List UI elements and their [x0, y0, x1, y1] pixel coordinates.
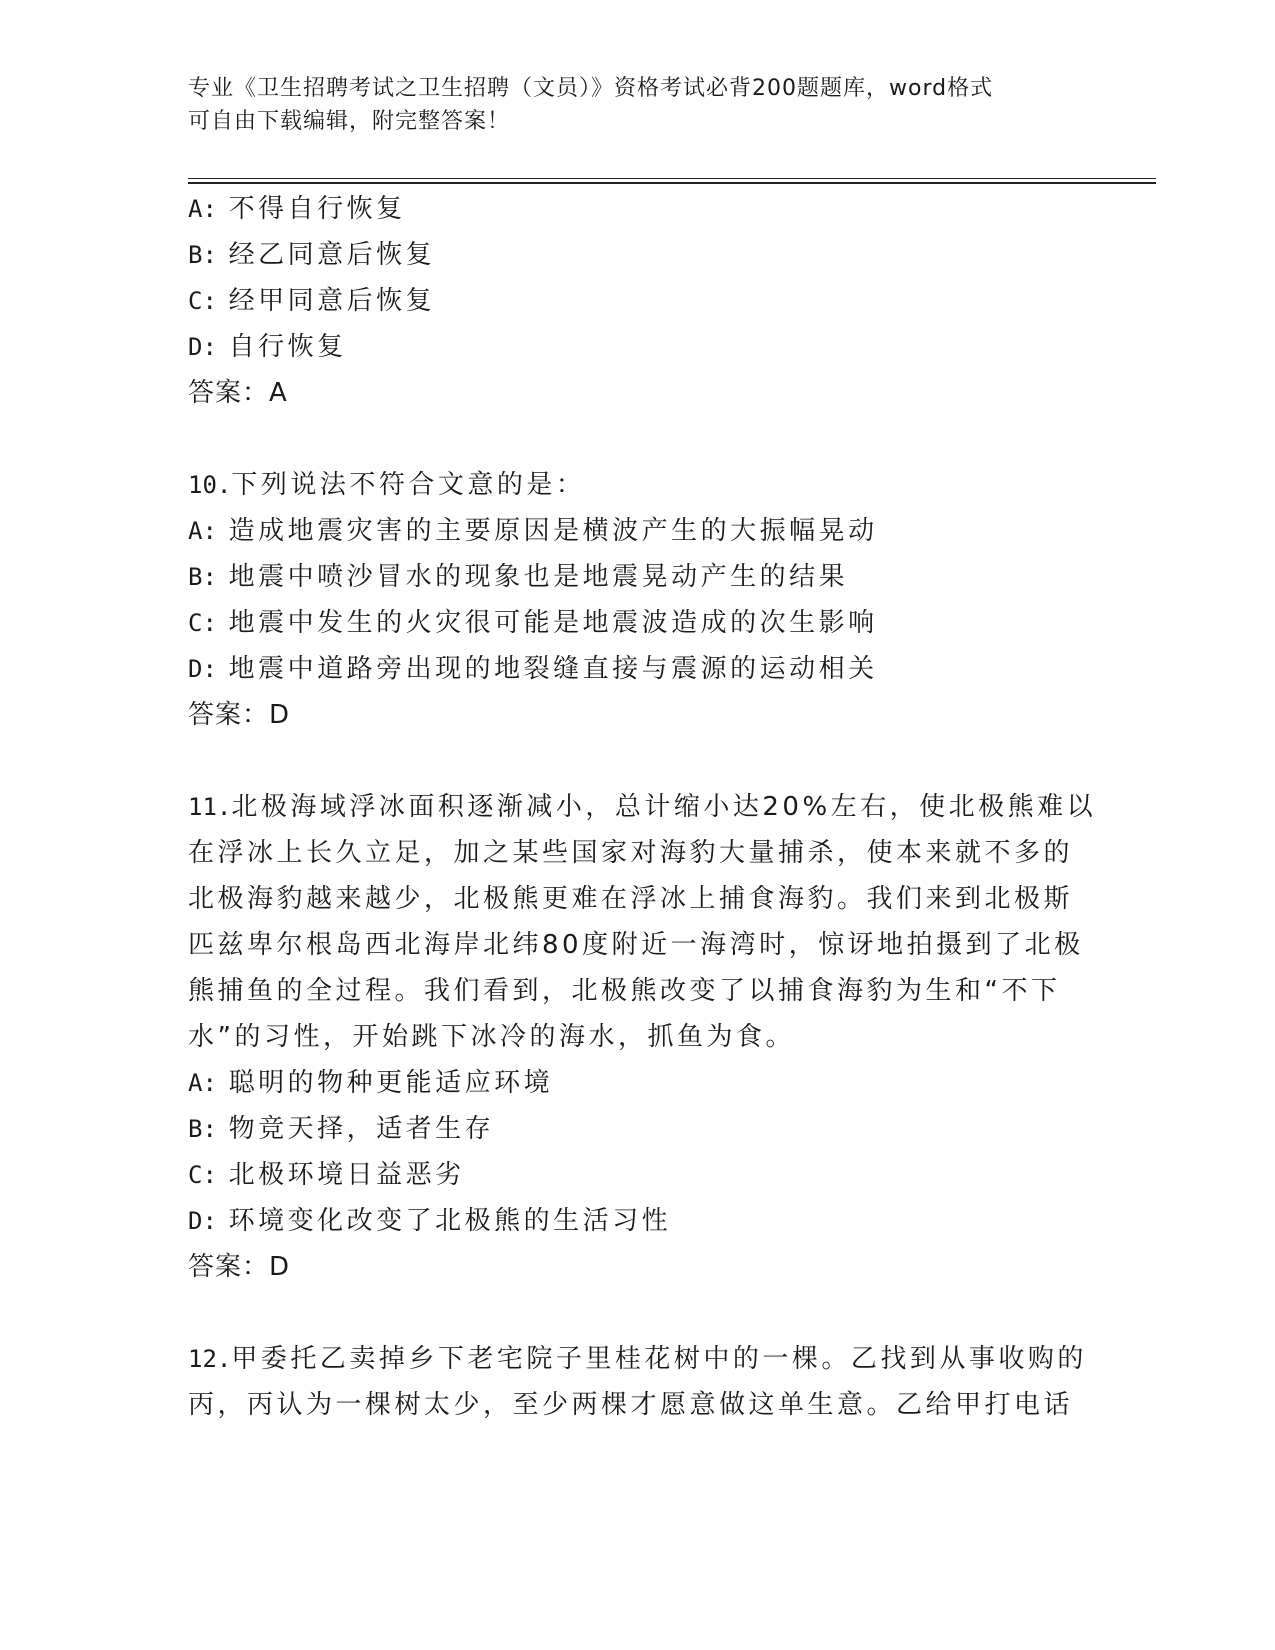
header-divider-thick [188, 182, 1156, 184]
question-stem: 11.北极海域浮冰面积逐渐减小，总计缩小达20%左右，使北极熊难以 [188, 792, 1097, 822]
answer-line: 答案：D [188, 700, 291, 730]
option-c: C: 地震中发生的火灾很可能是地震波造成的次生影响 [188, 608, 878, 638]
header-divider-thin [188, 178, 1156, 179]
option-b: B: 地震中喷沙冒水的现象也是地震晃动产生的结果 [188, 562, 849, 592]
question-stem-continued: 在浮冰上长久立足，加之某些国家对海豹大量捕杀，使本来就不多的 [188, 838, 1074, 868]
option-c: C: 经甲同意后恢复 [188, 286, 436, 316]
answer-line: 答案：D [188, 1252, 291, 1282]
question-stem-continued: 北极海豹越来越少，北极熊更难在浮冰上捕食海豹。我们来到北极斯 [188, 884, 1074, 914]
option-c: C: 北极环境日益恶劣 [188, 1160, 465, 1190]
question-10 [188, 462, 1068, 738]
option-b: B: 物竞天择，适者生存 [188, 1114, 495, 1144]
document-header [188, 72, 1068, 138]
option-a: A: 聪明的物种更能适应环境 [188, 1068, 554, 1098]
option-d: D: 自行恢复 [188, 332, 347, 362]
answer-line: 答案：A [188, 378, 288, 408]
option-d: D: 地震中道路旁出现的地裂缝直接与震源的运动相关 [188, 654, 878, 684]
question-stem-continued: 熊捕鱼的全过程。我们看到，北极熊改变了以捕食海豹为生和“不下 [188, 976, 1061, 1006]
option-d: D: 环境变化改变了北极熊的生活习性 [188, 1206, 672, 1236]
question-stem: 10.下列说法不符合文意的是： [188, 470, 586, 500]
question-11 [188, 784, 1097, 1290]
question-stem-continued: 丙，丙认为一棵树太少，至少两棵才愿意做这单生意。乙给甲打电话 [188, 1390, 1074, 1420]
question-9 [188, 186, 1068, 416]
option-a: A: 造成地震灾害的主要原因是横波产生的大振幅晃动 [188, 516, 878, 546]
question-content [188, 186, 1097, 1428]
question-stem-continued: 匹兹卑尔根岛西北海岸北纬80度附近一海湾时，惊讶地拍摄到了北极 [188, 930, 1084, 960]
header-line-2: 可自由下载编辑，附完整答案！ [188, 109, 511, 134]
header-line-1: 专业《卫生招聘考试之卫生招聘（文员）》资格考试必背200题题库，word格式 [188, 76, 994, 101]
question-stem: 12.甲委托乙卖掉乡下老宅院子里桂花树中的一棵。乙找到从事收购的 [188, 1344, 1087, 1374]
question-stem-continued: 水”的习性，开始跳下冰冷的海水，抓鱼为食。 [188, 1022, 795, 1052]
option-b: B: 经乙同意后恢复 [188, 240, 436, 270]
question-12 [188, 1336, 1087, 1428]
option-a: A: 不得自行恢复 [188, 194, 406, 224]
